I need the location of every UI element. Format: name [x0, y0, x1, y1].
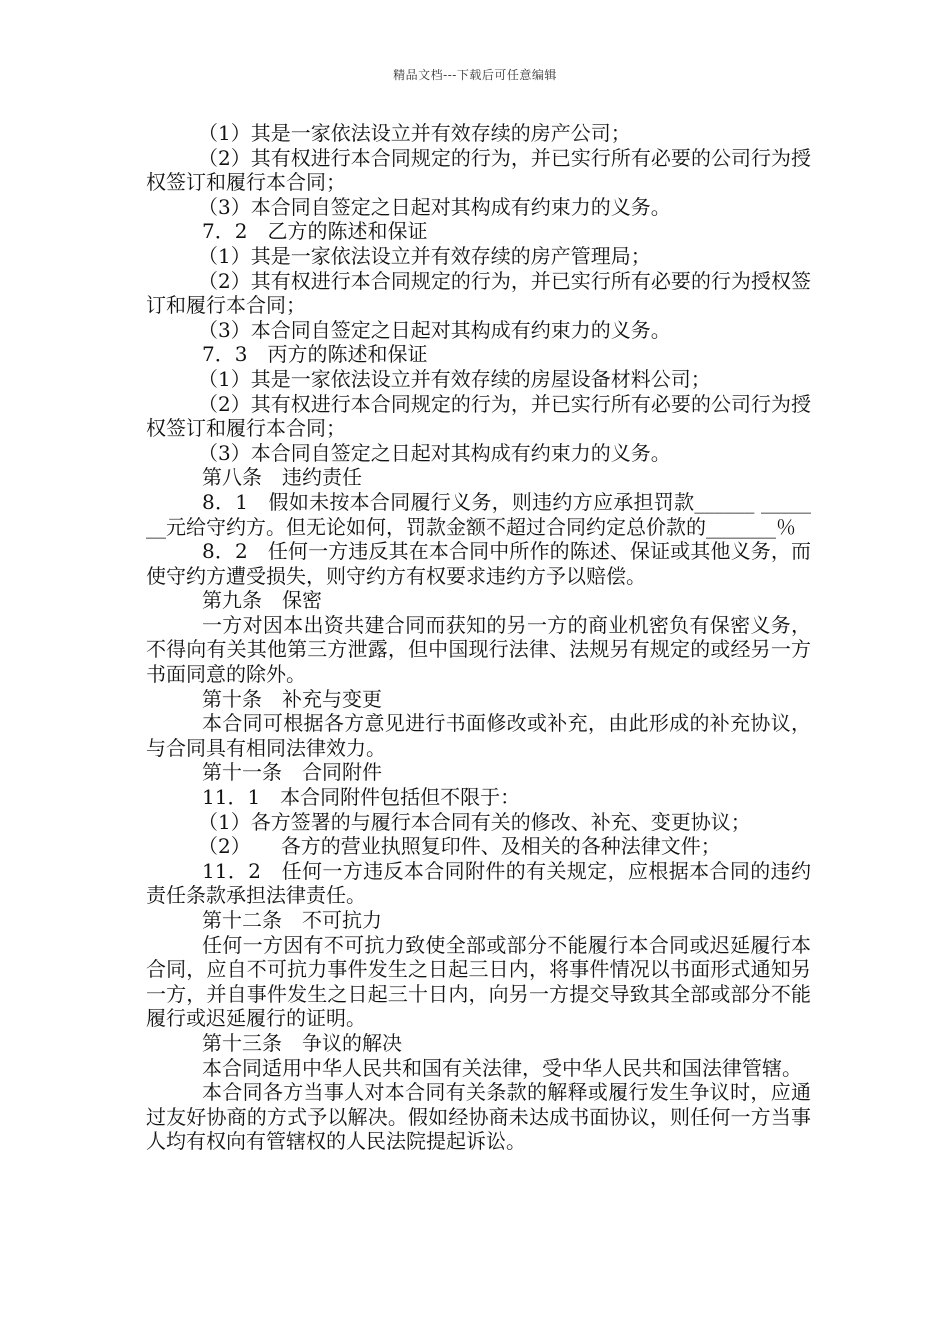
paragraph: 第十二条 不可抗力 — [202, 908, 382, 932]
list-item: （1）其是一家依法设立并有效存续的房屋设备材料公司； — [198, 366, 711, 391]
paragraph: 11．2 任何一方违反本合同附件的有关规定，应根据本合同的违约责任条款承担法律责任。 — [146, 858, 811, 908]
paragraph: 本合同可根据各方意见进行书面修改或补充，由此形成的补充协议，与合同具有相同法律效力。 — [146, 711, 811, 760]
paragraph: 一方对因本出资共建合同而获知的另一方的商业机密负有保密义务，不得向有关其他第三方泄露，但中国现行法律、法规另有规定的或经另一方书面同意的除外。 — [146, 612, 811, 687]
document-body — [146, 121, 811, 1154]
paragraph: 8．2 任何一方违反其在本合同中所作的陈述、保证或其他义务，而使守约方遭受损失，则守约方有权要求违约方予以赔偿。 — [146, 539, 811, 588]
paragraph: 11．1 本合同附件包括但不限于： — [202, 785, 521, 810]
page-header: 精品文档---下载后可任意编辑 — [393, 68, 557, 82]
list-item: （1）各方签署的与履行本合同有关的修改、补充、变更协议； — [198, 809, 751, 834]
paragraph: 8．1 假如未按本合同履行义务，则违约方应承担罚款______ _______元给守约方。但无论如何，罚款金额不超过合同约定总价款的_______％ — [146, 489, 811, 539]
paragraph: 第八条 违约责任 — [202, 465, 362, 490]
paragraph: 第十一条 合同附件 — [202, 760, 382, 785]
paragraph: 7．2 乙方的陈述和保证 — [202, 219, 428, 244]
list-item: （2）其有权进行本合同规定的行为，并已实行所有必要的行为授权签订和履行本合同； — [146, 268, 811, 318]
list-item: （2） 各方的营业执照复印件、及相关的各种法律文件； — [198, 834, 721, 859]
paragraph: 7．3 丙方的陈述和保证 — [202, 342, 428, 367]
paragraph: 第十条 补充与变更 — [202, 686, 382, 711]
paragraph: 本合同各方当事人对本合同有关条款的解释或履行发生争议时，应通过友好协商的方式予以解决。假如经协商未达成书面协议，则任何一方当事人均有权向有管辖权的人民法院提起诉讼。 — [146, 1080, 811, 1154]
list-item: （3）本合同自签定之日起对其构成有约束力的义务。 — [198, 317, 671, 342]
list-item: （3）本合同自签定之日起对其构成有约束力的义务。 — [198, 194, 671, 219]
paragraph: 任何一方因有不可抗力致使全部或部分不能履行本合同或迟延履行本合同，应自不可抗力事件发生之日起三日内，将事件情况以书面形式通知另一方，并自事件发生之日起三十日内，向另一方提交导致其全部或部分不能履行或迟延履行的证明。 — [146, 932, 811, 1031]
list-item: （1）其是一家依法设立并有效存续的房产公司； — [198, 121, 631, 145]
list-item: （2）其有权进行本合同规定的行为，并已实行所有必要的公司行为授权签订和履行本合同； — [146, 391, 811, 441]
paragraph: 第十三条 争议的解决 — [202, 1030, 402, 1055]
list-item: （2）其有权进行本合同规定的行为，并已实行所有必要的公司行为授权签订和履行本合同； — [146, 145, 811, 195]
paragraph: 本合同适用中华人民共和国有关法律，受中华人民共和国法律管辖。 — [202, 1055, 802, 1080]
paragraph: 第九条 保密 — [202, 588, 322, 613]
list-item: （3）本合同自签定之日起对其构成有约束力的义务。 — [198, 440, 671, 465]
list-item: （1）其是一家依法设立并有效存续的房产管理局； — [198, 243, 651, 268]
